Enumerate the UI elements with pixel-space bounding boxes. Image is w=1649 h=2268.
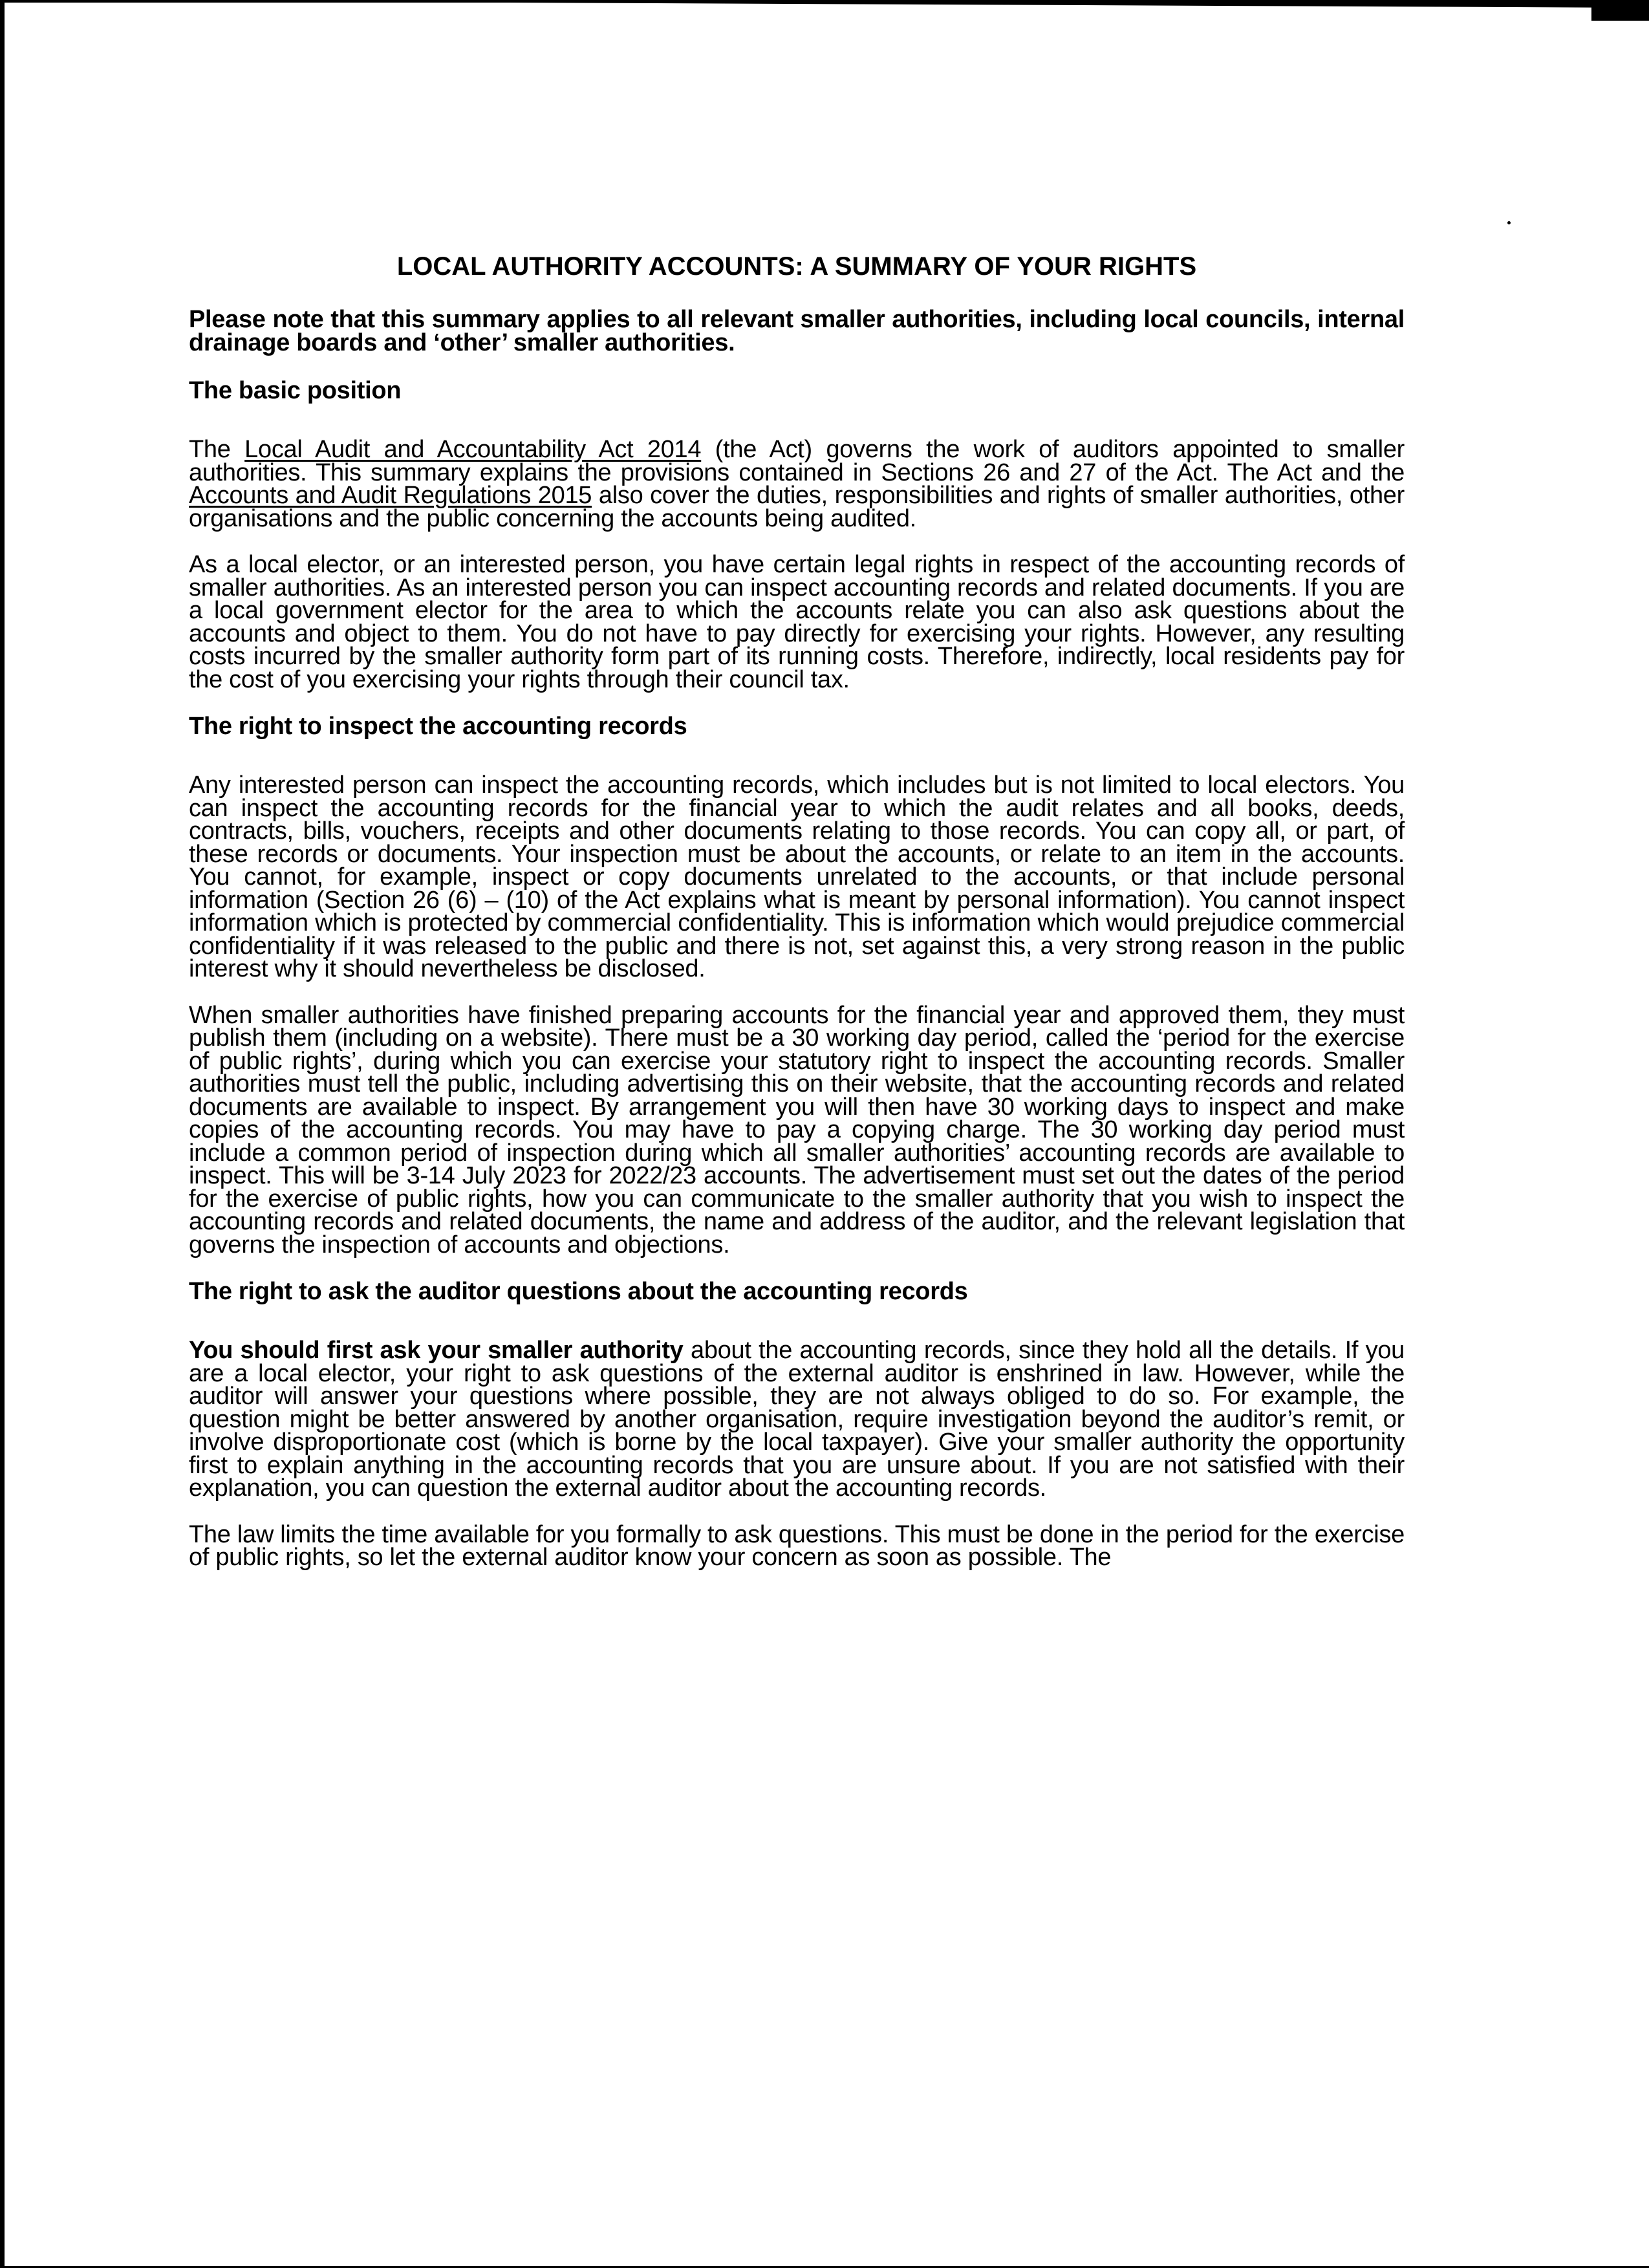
text-run: about the accounting records, since they hold all the details. If you are a local elector, your right to ask questions of the external auditor is enshrined in law. However, while the auditor will answer your questions where possible, they are not always obliged to do so. For example, the question might be better answered by another organisation, require investigation beyond the auditor’s remit, or involve disproportionate cost (which is borne by the local taxpayer). Give your smaller authority the opportunity first to explain anything in the accounting records that you are unsure about. If you are not satisfied with their explanation, you can question the external auditor about the accounting records.: [189, 1337, 1405, 1502]
section-heading: The right to ask the auditor questions about the accounting records: [189, 1278, 968, 1305]
section-basic-position: [189, 379, 1405, 691]
section-right-to-ask-questions: [189, 1280, 1405, 1570]
document-page: [189, 251, 1405, 1593]
scan-corner-mark: [1591, 0, 1649, 21]
applicability-note: Please note that this summary applies to all relevant smaller authorities, including local councils, internal drainage boards and ‘other’ smaller authorities.: [189, 306, 1405, 356]
scan-edge-left: [0, 0, 5, 2268]
paragraph: [189, 438, 1405, 530]
scan-speck: [1507, 221, 1511, 224]
section-heading: The right to inspect the accounting records: [189, 713, 687, 740]
paragraph: As a local elector, or an interested person, you have certain legal rights in respect of the accounting records of smaller authorities. As an interested person you can inspect accounting records and related documents. If you are a local government elector for the area to which the accounts relate you can also ask questions about the accounts and object to them. You do not have to pay directly for exercising your rights. However, any resulting costs incurred by the smaller authority form part of its running costs. Therefore, indirectly, local residents pay for the cost of you exercising your rights through their council tax.: [189, 551, 1405, 693]
scan-edge-top-shadow: [453, 0, 1649, 8]
text-run: The: [189, 436, 245, 463]
text-run: also cover the duties, responsibilities and rights of smaller authorities, other organisations and the public concerning the accounts being audited.: [189, 482, 1405, 532]
bold-lead-text: You should first ask your smaller authority: [189, 1337, 684, 1364]
paragraph: [189, 1339, 1405, 1500]
regulations-2015-link[interactable]: Accounts and Audit Regulations 2015: [189, 482, 592, 509]
paragraph: When smaller authorities have finished preparing accounts for the financial year and approved them, they must publish them (including on a website). There must be a 30 working day period, called the ‘period for the exercise of public rights’, during which you can exercise your statutory right to inspect the accounting records. Smaller authorities must tell the public, including advertising this on their website, that the accounting records and related documents are available to inspect. By arrangement you will then have 30 working days to inspect and make copies of the accounting records. You may have to pay a copying charge. The 30 working day period must include a common period of inspection during which all smaller authorities’ accounting records are available to inspect. This will be 3-14 July 2023 for 2022/23 accounts. The advertisement must set out the dates of the period for the exercise of public rights, how you can communicate to the smaller authority that you wish to inspect the accounting records and related documents, the name and address of the auditor, and the relevant legislation that governs the inspection of accounts and objections.: [189, 1001, 1405, 1258]
paragraph: Any interested person can inspect the accounting records, which includes but is not limited to local electors. You can inspect the accounting records for the financial year to which the audit relates and all books, deeds, contracts, bills, vouchers, receipts and other documents relating to those records. You can copy all, or part, of these records or documents. Your inspection must be about the accounts, or relate to an item in the accounts. You cannot, for example, inspect or copy documents unrelated to the accounts, or that include personal information (Section 26 (6) – (10) of the Act explains what is meant by personal information). You cannot inspect information which is protected by commercial confidentiality. This is information which would prejudice commercial confidentiality if it was released to the public and there is not, set against this, a very strong reason in the public interest why it should nevertheless be disclosed.: [189, 772, 1405, 982]
paragraph: The law limits the time available for you formally to ask questions. This must be done in the period for the exercise of public rights, so let the external auditor know your concern as soon as possible. The: [189, 1520, 1405, 1571]
text-run: (the Act) governs the work of auditors appointed to smaller authorities. This summary explains the provisions contained in Sections 26 and 27 of the Act. The Act and the: [189, 436, 1405, 486]
document-title: LOCAL AUTHORITY ACCOUNTS: A SUMMARY OF YOUR RIGHTS: [396, 252, 1197, 281]
section-right-to-inspect: [189, 715, 1405, 1257]
section-heading: The basic position: [189, 377, 402, 404]
act-2014-link[interactable]: Local Audit and Accountability Act 2014: [244, 436, 702, 463]
